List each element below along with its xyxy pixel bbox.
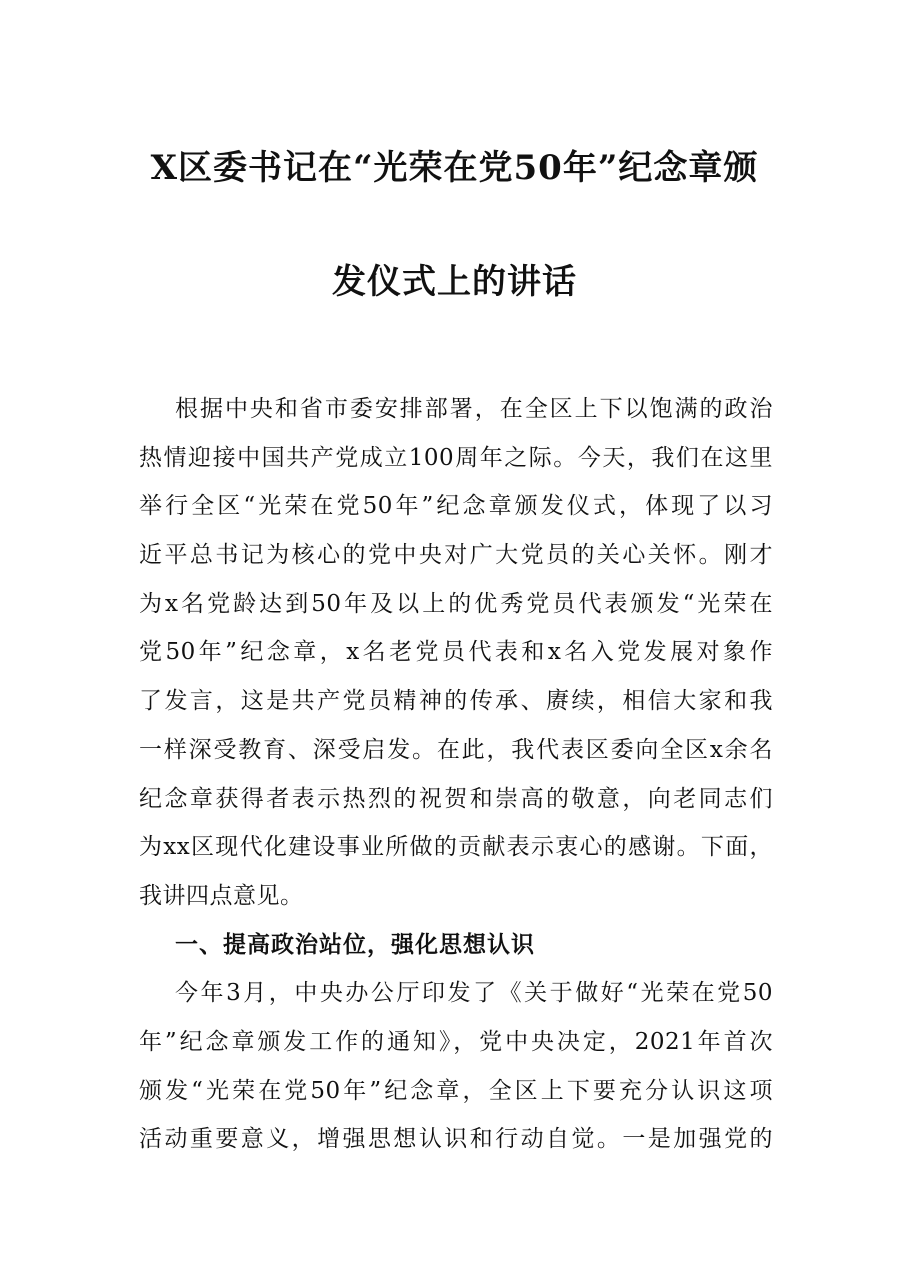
document-title-line-2: 发仪式上的讲话	[332, 262, 577, 302]
paragraph-line: 了发言，这是共产党员精神的传承、赓续，相信大家和我	[139, 688, 773, 715]
section-heading: 一、提高政治站位，强化思想认识	[175, 930, 535, 958]
paragraph-line: 我讲四点意见。	[139, 882, 304, 909]
paragraph-line: 为xx区现代化建设事业所做的贡献表示衷心的感谢。下面，	[139, 834, 773, 861]
paragraph-line: 一样深受教育、深受启发。在此，我代表区委向全区x余名	[139, 736, 773, 763]
paragraph-line: 年”纪念章颁发工作的通知》，党中央决定，2021年首次	[139, 1028, 773, 1055]
paragraph-line: 热情迎接中国共产党成立100周年之际。今天，我们在这里	[139, 444, 773, 471]
paragraph-line: 党50年”纪念章，x名老党员代表和x名入党发展对象作	[139, 639, 773, 666]
paragraph-line: 举行全区“光荣在党50年”纪念章颁发仪式，体现了以习	[139, 493, 773, 520]
paragraph-line: 纪念章获得者表示热烈的祝贺和崇高的敬意，向老同志们	[139, 785, 773, 812]
document-body	[139, 393, 789, 1172]
paragraph-line: 近平总书记为核心的党中央对广大党员的关心关怀。刚才	[139, 542, 773, 569]
paragraph-line: 今年3月，中央办公厅印发了《关于做好“光荣在党50	[175, 980, 773, 1007]
paragraph-line: 活动重要意义，增强思想认识和行动自觉。一是加强党的	[139, 1126, 773, 1153]
paragraph-line: 颁发“光荣在党50年”纪念章，全区上下要充分认识这项	[139, 1077, 773, 1104]
paragraph-line: 为x名党龄达到50年及以上的优秀党员代表颁发“光荣在	[139, 590, 773, 617]
document-title-line-1: X区委书记在“光荣在党50年”纪念章颁	[150, 148, 759, 188]
paragraph-line: 根据中央和省市委安排部署，在全区上下以饱满的政治	[175, 396, 773, 422]
